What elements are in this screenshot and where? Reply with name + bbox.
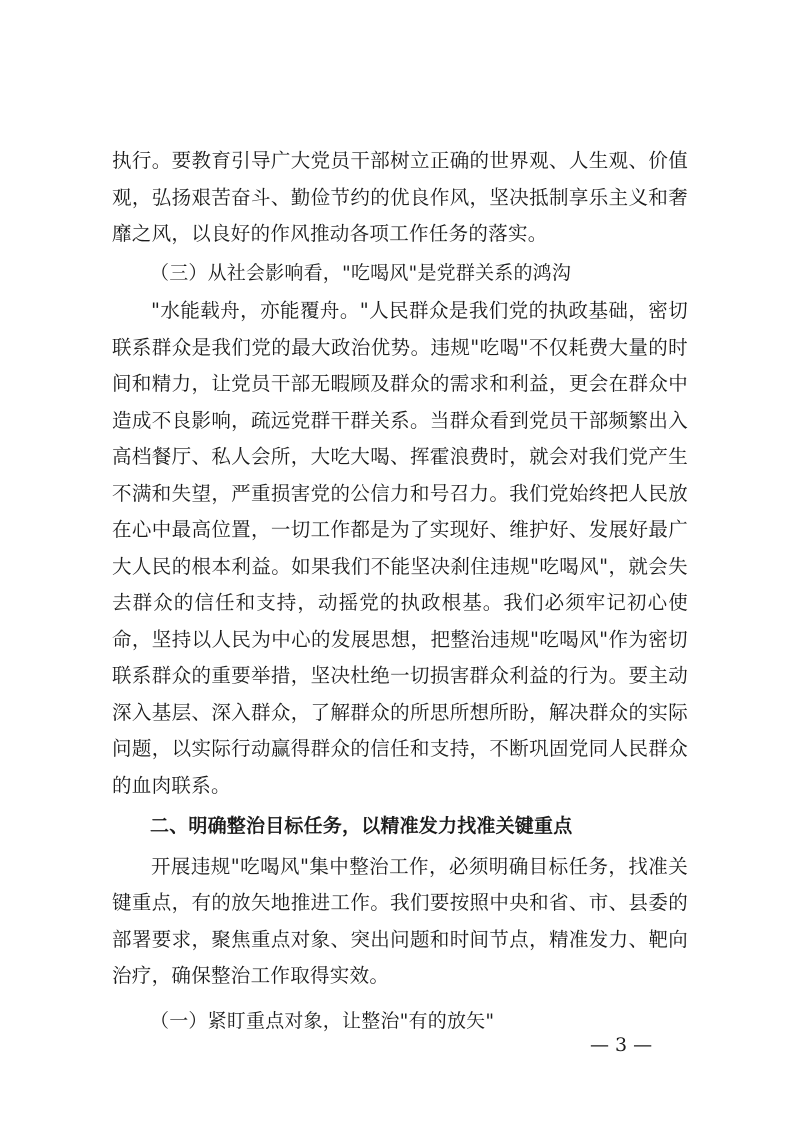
- subheading-social-impact: （三）从社会影响看，"吃喝风"是党群关系的鸿沟: [150, 261, 572, 284]
- paragraph-section-two-intro: 开展违规"吃喝风"集中整治工作，必须明确目标任务，找准关键重点，有的放矢地推进工作。我们要按照中央和省、市、县委的部署要求，聚焦重点对象、突出问题和时间节点，精准发力、靶向治疗，确保整治工作取得实效。: [112, 854, 688, 987]
- subheading-key-targets: （一）紧盯重点对象，让整治"有的放矢": [150, 1009, 495, 1032]
- page-number: — 3 —: [590, 1034, 653, 1056]
- section-heading-two: 二、明确整治目标任务，以精准发力找准关键重点: [150, 815, 573, 837]
- document-body: [112, 143, 688, 1039]
- paragraph-continued: 执行。要教育引导广大党员干部树立正确的世界观、人生观、价值观，弘扬艰苦奋斗、勤俭节约的优良作风，坚决抵制享乐主义和奢靡之风，以良好的作风推动各项工作任务的落实。: [112, 149, 688, 245]
- paragraph-social-impact: "水能载舟，亦能覆舟。"人民群众是我们党的执政基础，密切联系群众是我们党的最大政治优势。违规"吃喝"不仅耗费大量的时间和精力，让党员干部无暇顾及群众的需求和利益，更会在群众中造成不良影响，疏远党群干群关系。当群众看到党员干部频繁出入高档餐厅、私人会所，大吃大喝、挥霍浪费时，就会对我们党产生不满和失望，严重损害党的公信力和号召力。我们党始终把人民放在心中最高位置，一切工作都是为了实现好、维护好、发展好最广大人民的根本利益。如果我们不能坚决刹住违规"吃喝风"，就会失去群众的信任和支持，动摇党的执政根基。我们必须牢记初心使命，坚持以人民为中心的发展思想，把整治违规"吃喝风"作为密切联系群众的重要举措，坚决杜绝一切损害群众利益的行为。要主动深入基层、深入群众，了解群众的所思所想所盼，解决群众的实际问题，以实际行动赢得群众的信任和支持，不断巩固党同人民群众的血肉联系。: [112, 299, 688, 797]
- spacer: [112, 995, 688, 1003]
